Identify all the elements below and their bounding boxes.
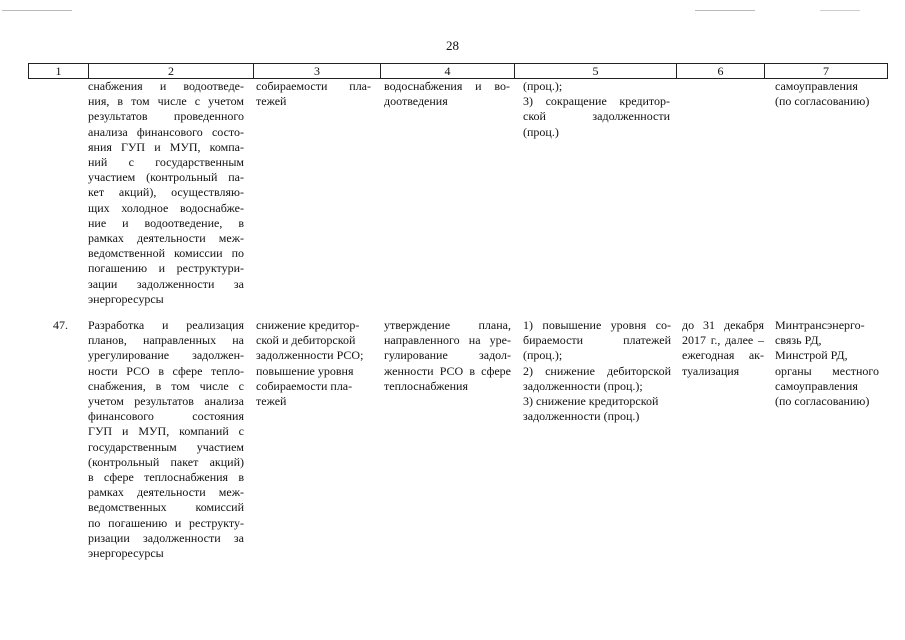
cell-text-line: ведомственных комиссий [88, 500, 244, 515]
cell-text-line: ний с государственным [88, 155, 244, 170]
cell-text-line: самоуправления [775, 378, 858, 393]
cell-text-line: государственным участием [88, 439, 244, 454]
cell-text-line: в сфере теплоснабжения в [88, 470, 244, 485]
table-header-row [28, 63, 888, 79]
header-col-1: 1 [28, 64, 88, 78]
cell-text-line: результатов проведенного [88, 109, 244, 124]
cell-text-line: (проц.); [523, 79, 563, 93]
cell-text-line: рамках деятельности меж- [88, 485, 244, 500]
cell-text-line: 3) снижение кредиторской [523, 394, 659, 409]
row-47-indicators [523, 318, 671, 424]
cell-text-line: участием (контрольный па- [88, 170, 244, 185]
cell-text-line: (по согласованию) [775, 394, 870, 409]
cell-text-line: задолженности (проц.); [523, 378, 643, 393]
cell-text-line: утверждение плана, [384, 318, 511, 332]
header-col-7: 7 [764, 64, 888, 78]
cell-text-line: водоснабжения и во- [384, 79, 510, 93]
cell-text-line: ской и дебиторской [256, 333, 356, 348]
cell-text-line: тежей [256, 394, 287, 409]
continued-row-col4 [384, 79, 510, 109]
header-col-4: 4 [380, 64, 514, 78]
cell-text-line: урегулирование задолжен- [88, 348, 244, 363]
cell-text-line: зации задолженности за [88, 276, 244, 291]
cell-text-line: доотведения [384, 94, 448, 109]
cell-text-line: теплоснабжения [384, 378, 468, 393]
cell-text-line: (проц.) [523, 124, 559, 139]
cell-text-line: повышение уровня [256, 363, 354, 378]
header-col-6: 6 [676, 64, 764, 78]
cell-text-line: ния, в том числе с учетом [88, 94, 244, 109]
cell-text-line: ности РСО в сфере тепло- [88, 363, 244, 378]
cell-text-line: ризации задолженности за [88, 530, 244, 545]
continued-row-col3 [256, 79, 371, 109]
cell-text-line: органы местного [775, 363, 879, 378]
cell-text-line: ние и водоотведение, в [88, 215, 244, 230]
cell-text-line: (контрольный пакет акций) [88, 454, 244, 469]
header-col-5: 5 [514, 64, 676, 78]
cell-text-line: ской задолженности [523, 109, 670, 124]
cell-text-line: Разработка и реализация [88, 318, 244, 332]
cell-text-line: собираемости пла- [256, 79, 371, 93]
continued-row-col5 [523, 79, 670, 140]
scan-artifact [2, 10, 72, 11]
row-number-47: 47. [53, 318, 68, 332]
cell-text-line: 3) сокращение кредитор- [523, 94, 670, 109]
cell-text-line: учетом результатов анализа [88, 394, 244, 409]
cell-text-line: планов, направленных на [88, 333, 244, 348]
cell-text-line: до 31 декабря [682, 318, 764, 332]
cell-text-line: (по согласованию) [775, 94, 870, 109]
cell-text-line: задолженности РСО; [256, 348, 364, 363]
cell-text-line: погашению и реструктури- [88, 261, 244, 276]
row-47-responsible [775, 318, 879, 409]
cell-text-line: Минтрансэнерго- [775, 318, 865, 332]
header-col-3: 3 [253, 64, 380, 78]
row-47-goal [256, 318, 374, 409]
cell-text-line: женности РСО в сфере [384, 363, 511, 378]
cell-text-line: ежегодная ак- [682, 348, 764, 363]
cell-text-line: направленного на уре- [384, 333, 511, 348]
scan-artifact [695, 10, 755, 11]
cell-text-line: энергоресурсы [88, 291, 164, 306]
cell-text-line: снижение кредитор- [256, 318, 360, 332]
page-number: 28 [446, 38, 459, 53]
cell-text-line: по погашению и реструкту- [88, 515, 244, 530]
cell-text-line: туализация [682, 363, 740, 378]
cell-text-line: самоуправления [775, 79, 858, 93]
continued-row-col7 [775, 79, 887, 109]
row-47-deadline [682, 318, 764, 379]
cell-text-line: связь РД, [775, 333, 822, 348]
cell-text-line: задолженности (проц.) [523, 409, 640, 424]
cell-text-line: яния ГУП и МУП, компа- [88, 139, 244, 154]
row-47-result [384, 318, 511, 394]
cell-text-line: кет акций), осуществляю- [88, 185, 244, 200]
scan-artifact [820, 10, 860, 11]
continued-row-col2 [88, 79, 244, 307]
cell-text-line: снабжения и водоотведе- [88, 79, 244, 93]
cell-text-line: Минстрой РД, [775, 348, 848, 363]
cell-text-line: бираемости платежей [523, 333, 671, 348]
header-col-2: 2 [88, 64, 253, 78]
cell-text-line: ведомственной комиссии по [88, 246, 244, 261]
cell-text-line: снабжения, в том числе с [88, 378, 244, 393]
cell-text-line: рамках деятельности меж- [88, 231, 244, 246]
cell-text-line: тежей [256, 94, 287, 109]
cell-text-line: ГУП и МУП, компаний с [88, 424, 244, 439]
cell-text-line: 2) снижение дебиторской [523, 363, 671, 378]
cell-text-line: энергоресурсы [88, 546, 164, 561]
cell-text-line: финансового состояния [88, 409, 244, 424]
cell-text-line: щих холодное водоснабже- [88, 200, 244, 215]
cell-text-line: 2017 г., далее – [682, 333, 764, 348]
cell-text-line: анализа финансового состо- [88, 124, 244, 139]
cell-text-line: (проц.); [523, 348, 563, 363]
cell-text-line: гулирование задол- [384, 348, 511, 363]
cell-text-line: 1) повышение уровня со- [523, 318, 671, 332]
cell-text-line: собираемости пла- [256, 378, 353, 393]
row-47-measure [88, 318, 244, 561]
